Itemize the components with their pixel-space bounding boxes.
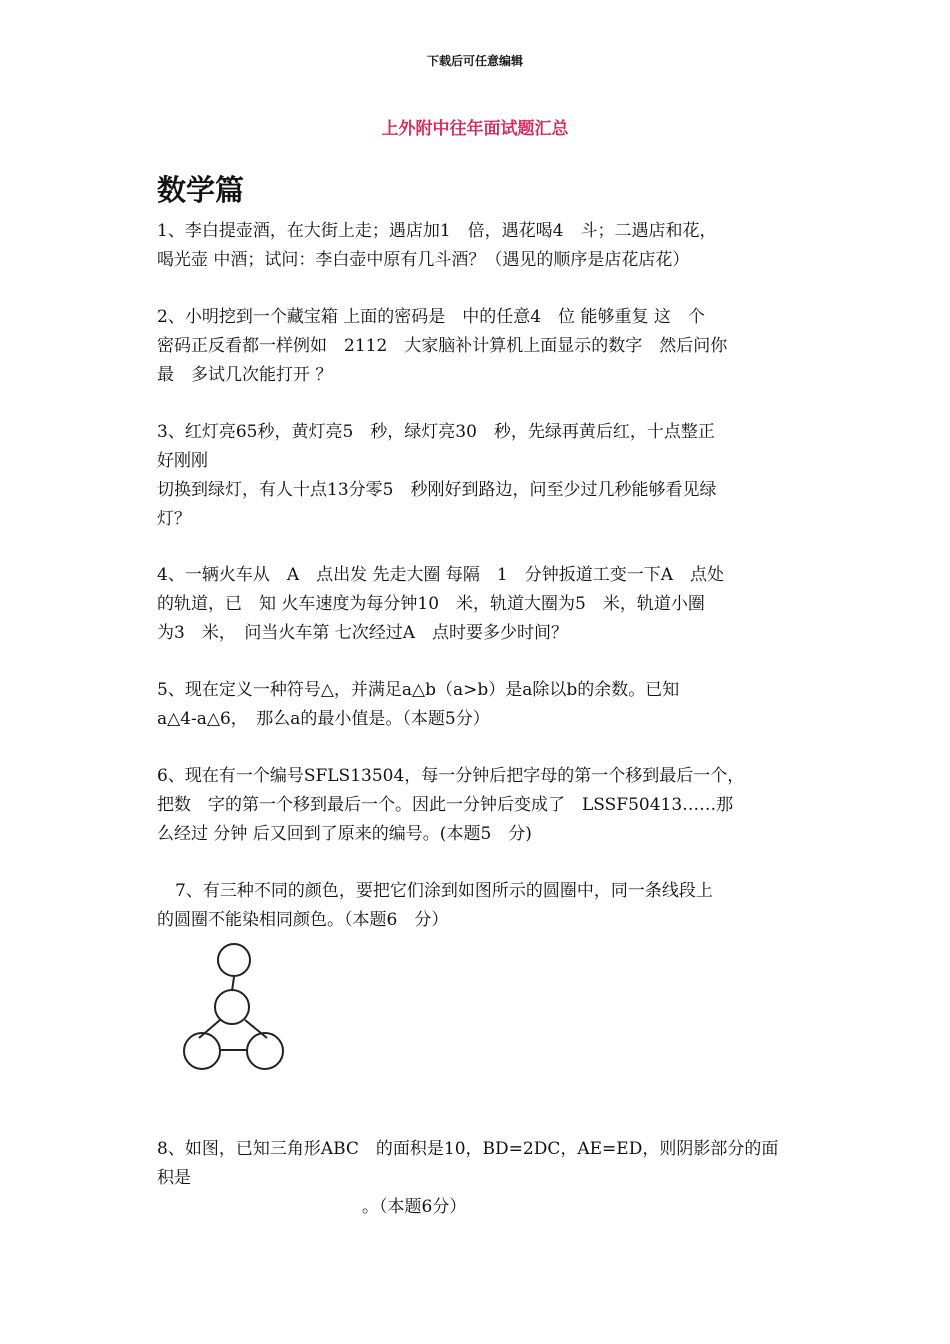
q3-line-3: 切换到绿灯，有人十点13分零5 秒刚好到路边，问至少过几秒能够看见绿 xyxy=(157,480,717,500)
section-heading: 数学篇 xyxy=(157,173,245,207)
q2-line-3: 最 多试几次能打开 ？ xyxy=(157,365,333,385)
q6-line-1: 6、现在有一个编号SFLS13504，每一分钟后把字母的第一个移到最后一个， xyxy=(157,766,745,786)
header-note: 下载后可任意编辑 xyxy=(426,54,523,68)
circle-bottom-right xyxy=(247,1033,283,1069)
q2-line-1: 2、小明挖到一个藏宝箱 上面的密码是 中的任意4 位 能够重复 这 个 xyxy=(157,307,705,327)
q4-line-3: 为3 米， 问当火车第 七次经过A 点时要多少时间？ xyxy=(157,623,568,643)
q2-line-2: 密码正反看都一样例如 2112 大家脑补计算机上面显示的数字 然后问你 xyxy=(157,336,728,356)
circle-middle xyxy=(215,990,249,1024)
q4-line-2: 的轨道，已 知 火车速度为每分钟10 米，轨道大圈为5 米，轨道小圈 xyxy=(157,594,705,614)
q4-line-1: 4、一辆火车从 A 点出发 先走大圈 每隔 1 分钟扳道工变一下A 点处 xyxy=(157,565,724,585)
q3-line-1: 3、红灯亮65秒，黄灯亮5 秒，绿灯亮30 秒，先绿再黄后红，十点整正 xyxy=(157,422,715,442)
q7-line-1: 7、有三种不同的颜色，要把它们涂到如图所示的圆圈中，同一条线段上 xyxy=(175,881,713,901)
q8-line-1: 8、如图，已知三角形ABC 的面积是10，BD=2DC，AE=ED，则阴影部分的面 xyxy=(157,1139,779,1159)
circle-top xyxy=(218,944,250,976)
circle-graph-figure xyxy=(175,940,305,1075)
q5-line-2: a△4-a△6， 那么a的最小值是。（本题5分） xyxy=(157,709,490,729)
q3-line-4: 灯？ xyxy=(157,509,191,529)
q6-line-2: 把数 字的第一个移到最后一个。因此一分钟后变成了 LSSF50413……那 xyxy=(157,795,734,815)
document-title: 上外附中往年面试题汇总 xyxy=(381,119,569,139)
q5-line-1: 5、现在定义一种符号△，并满足a△b（a>b）是a除以b的余数。已知 xyxy=(157,680,680,700)
circle-bottom-left xyxy=(184,1033,220,1069)
circle-graph-icon xyxy=(175,940,305,1075)
q8-line-3: 。（本题6分） xyxy=(362,1197,467,1217)
q7-line-2: 的圆圈不能染相同颜色。（本题6 分） xyxy=(157,910,449,930)
q3-line-2: 好刚刚 xyxy=(157,451,208,471)
edge-top-middle xyxy=(232,977,234,991)
q6-line-3: 么经过 分钟 后又回到了原来的编号。(本题5 分) xyxy=(157,824,532,844)
q1-line-1: 1、李白提壶酒，在大街上走；遇店加1 倍，遇花喝4 斗；二遇店和花， xyxy=(157,221,717,241)
q8-line-2: 积是 xyxy=(157,1168,191,1188)
q1-line-2: 喝光壶 中酒；试问：李白壶中原有几斗酒？（遇见的顺序是店花店花） xyxy=(157,250,690,270)
